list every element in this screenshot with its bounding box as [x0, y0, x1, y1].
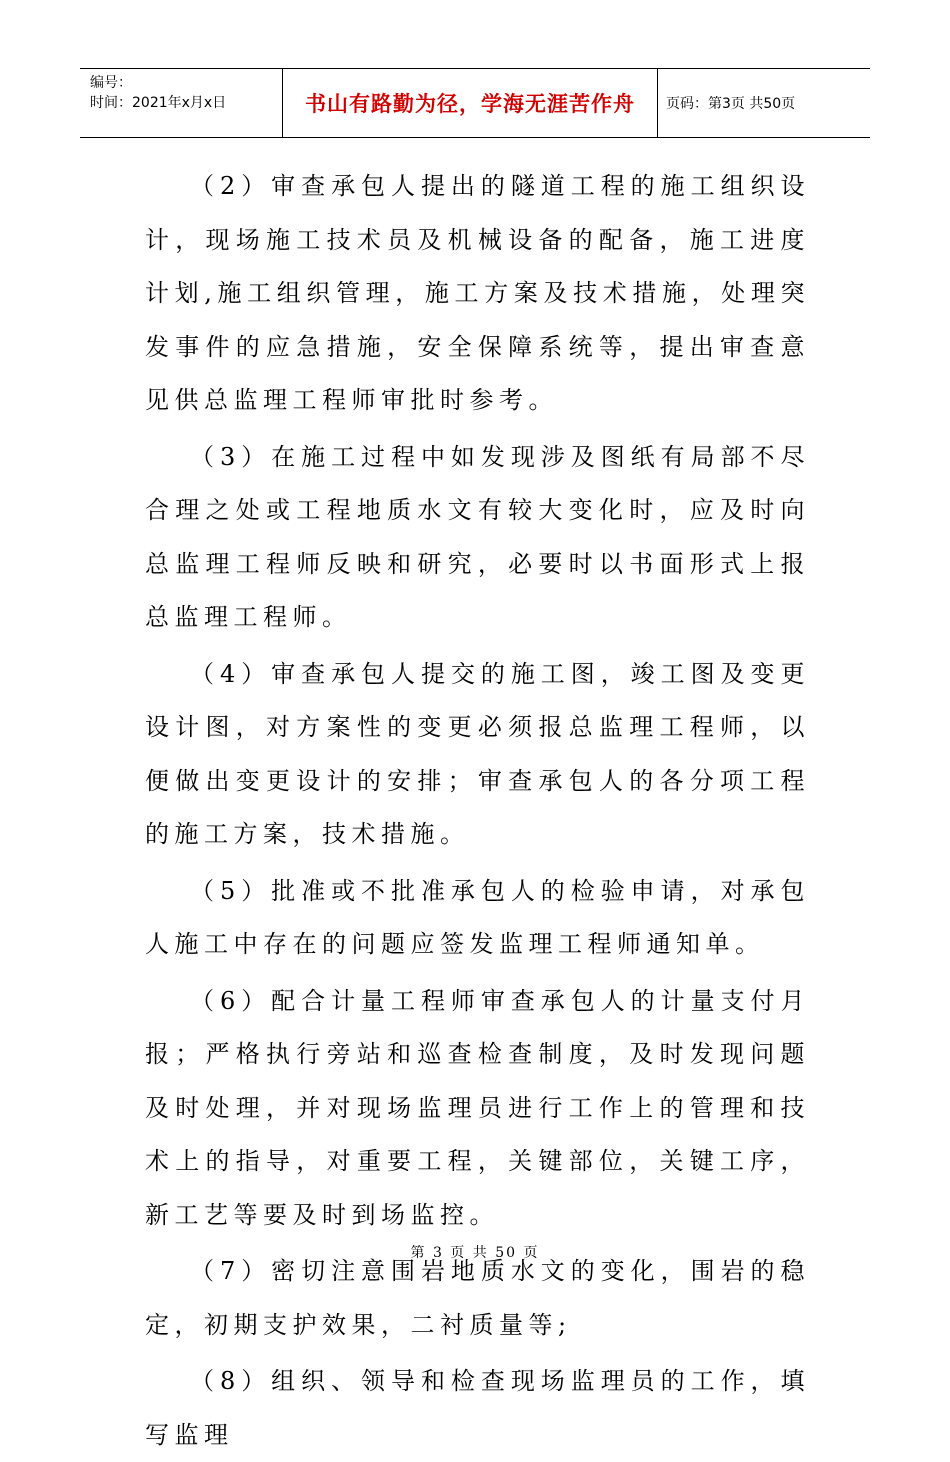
paragraph-5: （5）批准或不批准承包人的检验申请，对承包人施工中存在的问题应签发监理工程师通知单。	[145, 876, 810, 958]
page-info-text: 页码：第3页 共50页	[666, 96, 796, 112]
page-header	[80, 68, 870, 138]
header-motto	[283, 69, 658, 137]
paragraph-2: （2）审查承包人提出的隧道工程的施工组织设计，现场施工技术员及机械设备的配备，施工进度计划,施工组织管理，施工方案及技术措施，处理突发事件的应急措施，安全保障系统等，提出审查意见供总监理工程师审批时参考。	[145, 172, 810, 414]
page-footer	[0, 1242, 950, 1262]
paragraph-6: （6）配合计量工程师审查承包人的计量支付月报；严格执行旁站和巡查检查制度，及时发现问题及时处理，并对现场监理员进行工作上的管理和技术上的指导，对重要工程，关键部位，关键工序，新工艺等要及时到场监控。	[145, 986, 810, 1229]
header-page-info	[658, 69, 870, 137]
motto-text: 书山有路勤为径，学海无涯苦作舟	[305, 91, 635, 116]
paragraph-7: （7）密切注意围岩地质水文的变化，围岩的稳定，初期支护效果，二衬质量等;	[145, 1257, 810, 1339]
footer-page-number: 第 3 页 共 50 页	[410, 1245, 540, 1261]
document-number-label: 编号：	[90, 75, 132, 91]
header-meta	[80, 69, 283, 137]
paragraph-4: （4）审查承包人提交的施工图，竣工图及变更设计图，对方案性的变更必须报总监理工程师，以便做出变更设计的安排；审查承包人的各分项工程的施工方案，技术措施。	[145, 659, 810, 848]
document-body	[145, 160, 810, 1462]
paragraph-3: （3）在施工过程中如发现涉及图纸有局部不尽合理之处或工程地质水文有较大变化时，应及时向总监理工程师反映和研究，必要时以书面形式上报总监理工程师。	[145, 442, 810, 631]
paragraph-8: （8）组织、领导和检查现场监理员的工作，填写监理	[145, 1367, 810, 1449]
document-time-label: 时间：2021年x月x日	[90, 95, 227, 111]
